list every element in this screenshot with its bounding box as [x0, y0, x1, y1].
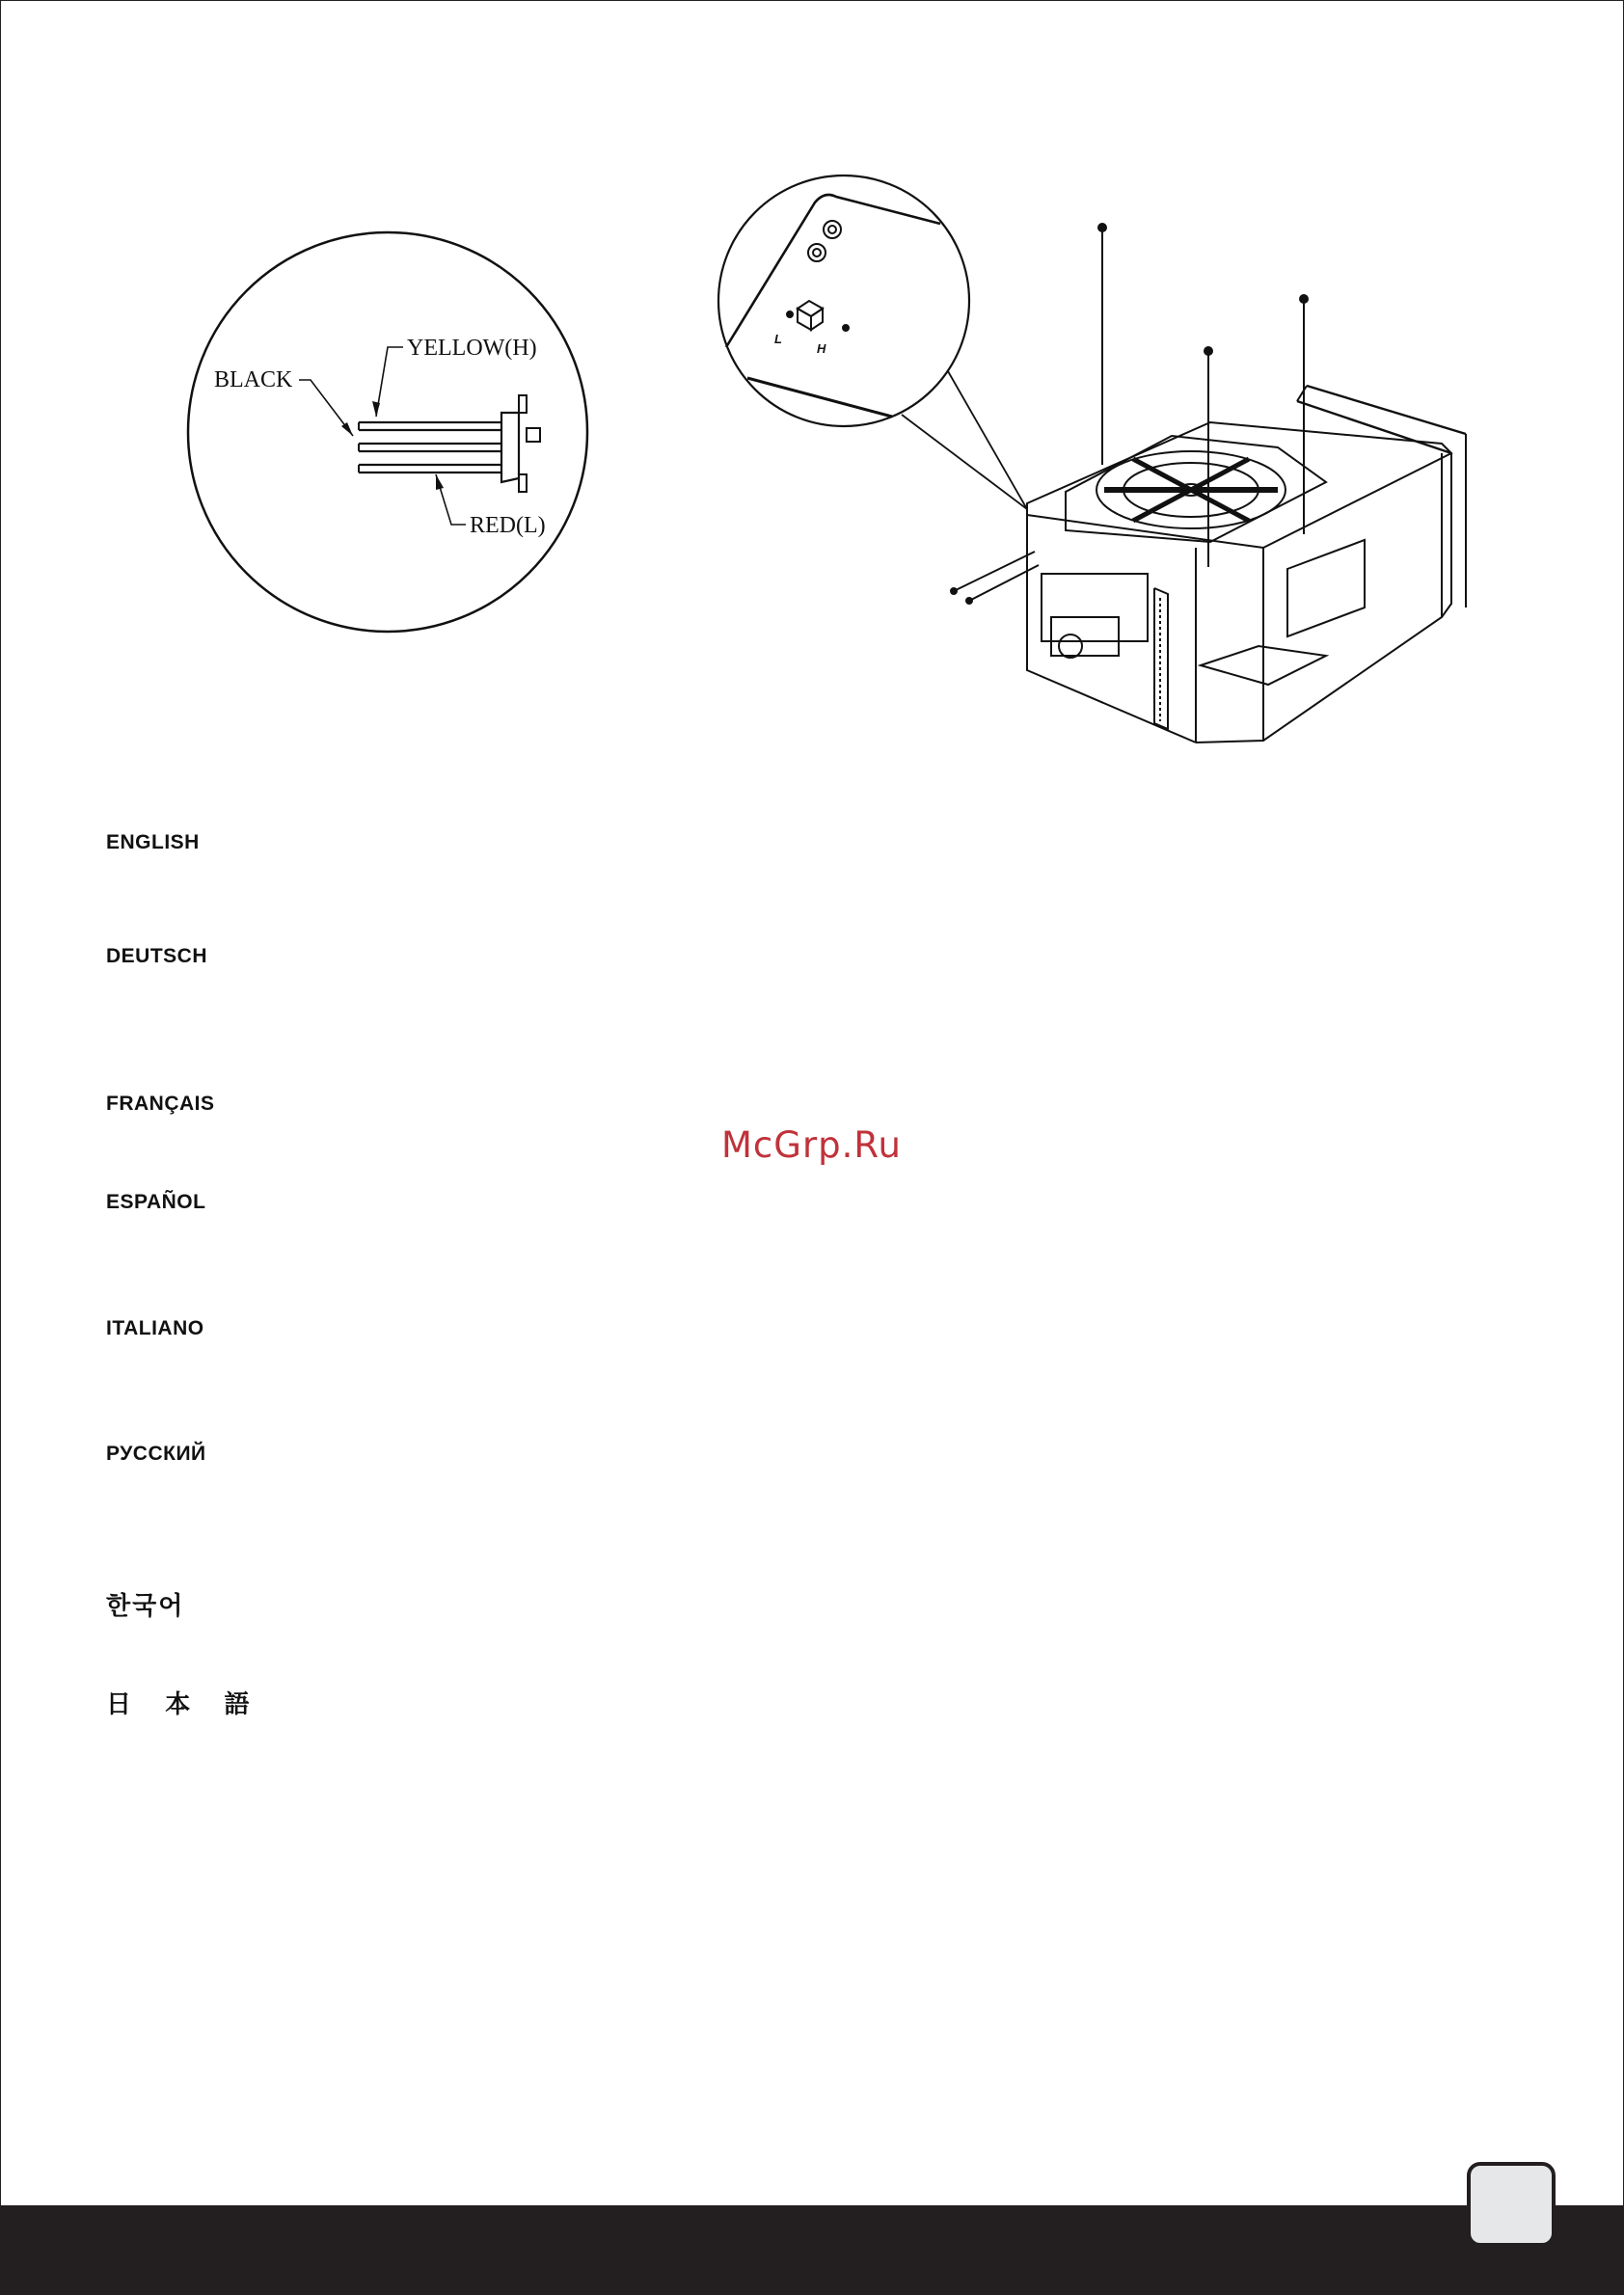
footer-bar — [0, 2205, 1624, 2295]
yellow-wire-label: YELLOW(H) — [407, 336, 537, 361]
case-fan-assembly-diagram — [709, 164, 1471, 762]
language-heading-russian: РУССКИЙ — [106, 1443, 206, 1465]
language-heading-deutsch: DEUTSCH — [106, 945, 208, 967]
black-wire-label: BLACK — [214, 367, 293, 392]
watermark: McGrp.Ru — [721, 1124, 902, 1166]
language-heading-italiano: ITALIANO — [106, 1317, 204, 1339]
fan-speed-switch — [798, 301, 823, 316]
page-number-tab — [1467, 2162, 1556, 2247]
switch-callout-circle — [718, 176, 969, 426]
language-heading-japanese: 日 本 語 — [106, 1689, 263, 1718]
fan-connector — [501, 413, 519, 482]
red-wire-label: RED(L) — [470, 513, 546, 538]
fan-wire-detail-diagram — [183, 228, 598, 636]
language-heading-francais: FRANÇAIS — [106, 1093, 215, 1115]
language-heading-korean: 한국어 — [106, 1591, 185, 1620]
language-heading-espanol: ESPAÑOL — [106, 1191, 206, 1213]
language-heading-english: ENGLISH — [106, 831, 200, 853]
switch-label-high: H — [817, 341, 826, 356]
switch-label-low: L — [774, 332, 782, 346]
case-chassis — [951, 224, 1466, 742]
